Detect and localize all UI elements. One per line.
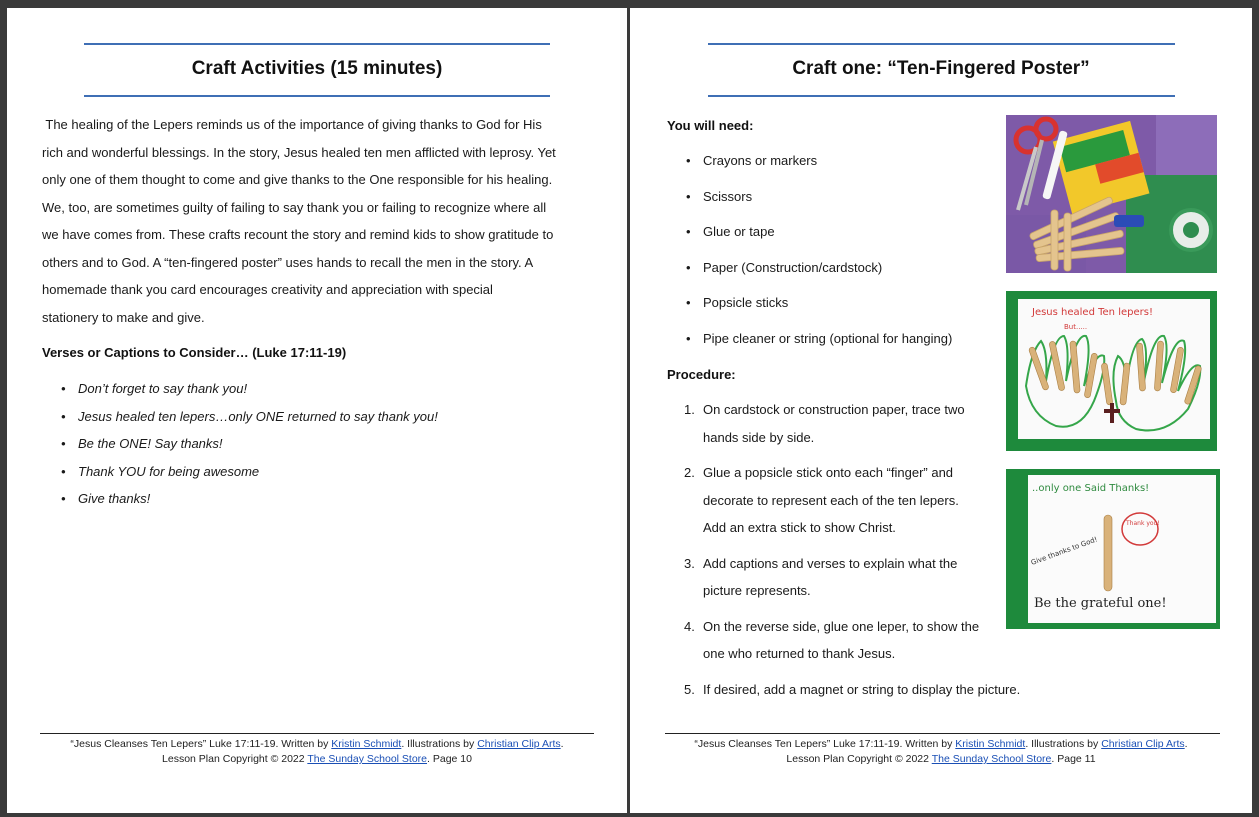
poster-back-photo bbox=[1006, 469, 1220, 629]
bullet-icon: • bbox=[686, 224, 691, 239]
list-item bbox=[686, 330, 1003, 367]
footer-line-2 bbox=[7, 752, 627, 767]
bullet-icon: • bbox=[61, 408, 66, 424]
step-item bbox=[684, 396, 1013, 451]
list-item bbox=[61, 408, 598, 437]
footer-rule bbox=[40, 733, 594, 734]
step-line: decorate to represent each of the ten lepers. bbox=[703, 492, 959, 508]
supply-text: Crayons or markers bbox=[703, 153, 818, 168]
step-line: On the reverse side, glue one leper, to show the bbox=[703, 618, 980, 634]
step-line: hands side by side. bbox=[703, 429, 815, 445]
supply-text: Scissors bbox=[703, 188, 753, 204]
supply-text: Popsicle sticks bbox=[703, 295, 789, 310]
right-page bbox=[630, 8, 1252, 813]
footer-page-number: . Page 11 bbox=[1051, 753, 1096, 765]
store-link[interactable]: The Sunday School Store bbox=[307, 753, 428, 765]
step-number: 5. bbox=[684, 681, 695, 697]
list-item bbox=[686, 259, 1003, 296]
verse-text: Be the ONE! Say thanks! bbox=[78, 436, 223, 451]
verse-text: Thank YOU for being awesome bbox=[78, 463, 260, 479]
poster-back-bottom-caption: Be the grateful one! bbox=[1034, 596, 1167, 611]
bullet-icon: • bbox=[686, 295, 691, 310]
supply-text: Pipe cleaner or string (optional for hanging) bbox=[703, 330, 953, 346]
poster-photo bbox=[1006, 291, 1217, 451]
step-line: one who returned to thank Jesus. bbox=[703, 646, 896, 661]
page-footer bbox=[630, 737, 1252, 767]
step-item bbox=[684, 676, 1103, 704]
bullet-icon: • bbox=[686, 188, 691, 204]
footer-text: “Jesus Cleanses Ten Lepers” Luke 17:11-19. Written by bbox=[70, 738, 332, 750]
verse-text: Don’t forget to say thank you! bbox=[78, 381, 248, 396]
footer-text: Lesson Plan Copyright © 2022 bbox=[162, 753, 308, 765]
intro-line: we have comes from. These crafts recount the story and remind kids to show gratitude to bbox=[42, 227, 554, 242]
bullet-icon: • bbox=[61, 491, 66, 506]
step-line: Glue a popsicle stick onto each “finger” and bbox=[703, 465, 954, 480]
title-rule-top bbox=[708, 43, 1175, 45]
verses-list bbox=[61, 381, 598, 519]
step-number: 4. bbox=[684, 618, 695, 634]
list-item bbox=[61, 436, 598, 464]
bullet-icon: • bbox=[61, 436, 66, 451]
needs-heading: You will need: bbox=[667, 118, 754, 133]
intro-line: stationery to make and give. bbox=[42, 309, 205, 325]
procedure-heading: Procedure: bbox=[667, 367, 736, 382]
supplies-illustration bbox=[1006, 115, 1217, 273]
bullet-icon: • bbox=[61, 463, 66, 479]
step-item bbox=[684, 613, 1013, 668]
poster-back-top-caption: ..only one Said Thanks! bbox=[1032, 483, 1150, 494]
list-item bbox=[686, 295, 1003, 331]
store-link[interactable]: The Sunday School Store bbox=[931, 753, 1052, 765]
bullet-icon: • bbox=[61, 381, 66, 396]
left-page bbox=[7, 8, 627, 813]
bullet-icon: • bbox=[686, 153, 691, 168]
step-line: On cardstock or construction paper, trace two bbox=[703, 402, 965, 417]
footer-line-1 bbox=[7, 737, 627, 752]
intro-line: We, too, are sometimes guilty of failing to say thank you or failing to recognize where all bbox=[42, 199, 547, 215]
list-item bbox=[61, 463, 598, 492]
step-item bbox=[684, 550, 1013, 605]
illustrator-link[interactable]: Christian Clip Arts bbox=[477, 738, 561, 750]
intro-line: The healing of the Lepers reminds us of the importance of giving thanks to God for His bbox=[42, 117, 542, 132]
footer-page-number: . Page 10 bbox=[427, 753, 472, 765]
step-line: Add an extra stick to show Christ. bbox=[703, 520, 896, 535]
list-item bbox=[61, 381, 598, 409]
supplies-list bbox=[686, 153, 1003, 366]
step-number: 1. bbox=[684, 402, 695, 417]
page-title: Craft one: “Ten-Fingered Poster” bbox=[792, 58, 1090, 79]
supply-text: Glue or tape bbox=[703, 224, 775, 239]
intro-line: only one of them thought to come and give thanks to the One responsible for his healing. bbox=[42, 172, 553, 187]
footer-rule bbox=[665, 733, 1220, 734]
supplies-photo bbox=[1006, 115, 1217, 273]
footer-text: Lesson Plan Copyright © 2022 bbox=[786, 753, 932, 765]
page-footer bbox=[7, 737, 627, 767]
page-title: Craft Activities (15 minutes) bbox=[191, 58, 443, 79]
verse-text: Give thanks! bbox=[78, 491, 151, 506]
intro-line: homemade thank you card encourages creativity and appreciation with special bbox=[42, 282, 493, 297]
list-item bbox=[686, 188, 1003, 225]
author-link[interactable]: Kristin Schmidt bbox=[331, 738, 402, 750]
list-item bbox=[686, 153, 1003, 189]
list-item bbox=[61, 491, 598, 519]
author-link[interactable]: Kristin Schmidt bbox=[955, 738, 1026, 750]
supply-text: Paper (Construction/cardstock) bbox=[703, 259, 883, 275]
step-number: 3. bbox=[684, 555, 695, 571]
step-line: picture represents. bbox=[703, 583, 811, 598]
title-rule-top bbox=[84, 43, 550, 45]
poster-back-illustration bbox=[1006, 469, 1220, 629]
footer-line-2 bbox=[630, 752, 1252, 767]
title-rule-bottom bbox=[84, 95, 550, 97]
intro-line: rich and wonderful blessings. In the story, Jesus healed ten men afflicted with leprosy. Yet bbox=[42, 144, 556, 160]
verses-heading: Verses or Captions to Consider… (Luke 17:11-19) bbox=[42, 345, 347, 360]
poster-illustration bbox=[1006, 291, 1217, 451]
title-rule-bottom bbox=[708, 95, 1175, 97]
bullet-icon: • bbox=[686, 330, 691, 346]
thank-you-bubble: Thank you! bbox=[1126, 520, 1160, 527]
step-item bbox=[684, 459, 1013, 542]
footer-text: . Illustrations by bbox=[1025, 738, 1102, 750]
footer-text: . Illustrations by bbox=[401, 738, 478, 750]
step-line: If desired, add a magnet or string to display the picture. bbox=[703, 681, 1021, 697]
footer-text: . bbox=[560, 738, 564, 750]
bullet-icon: • bbox=[686, 259, 691, 275]
verse-text: Jesus healed ten lepers…only ONE returned to say thank you! bbox=[78, 408, 438, 424]
step-line: Add captions and verses to explain what the bbox=[703, 555, 958, 571]
poster-subcaption: But..... bbox=[1064, 323, 1088, 331]
intro-line: others and to God. A “ten-fingered poster” uses hands to recall the men in the story. A bbox=[42, 254, 534, 270]
footer-line-1 bbox=[630, 737, 1252, 752]
footer-text: “Jesus Cleanses Ten Lepers” Luke 17:11-19. Written by bbox=[694, 738, 956, 750]
footer-text: . bbox=[1184, 738, 1188, 750]
procedure-steps bbox=[684, 396, 1021, 703]
poster-caption: Jesus healed Ten lepers! bbox=[1032, 307, 1153, 318]
step-number: 2. bbox=[684, 465, 695, 480]
illustrator-link[interactable]: Christian Clip Arts bbox=[1101, 738, 1185, 750]
list-item bbox=[686, 224, 1003, 260]
give-thanks-note: Give thanks to God! bbox=[1029, 535, 1099, 567]
intro-paragraph bbox=[42, 111, 602, 331]
